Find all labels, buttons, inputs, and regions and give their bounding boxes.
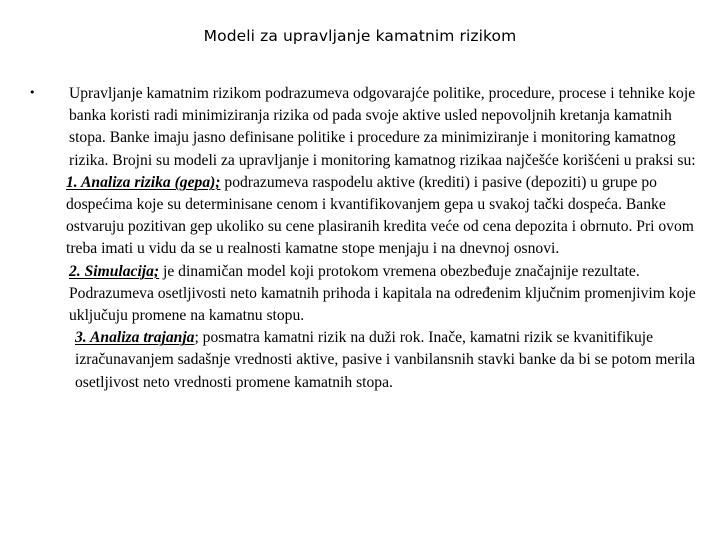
body-content [66, 83, 709, 394]
item-text-duration-analysis: ; posmatra kamatni rizik na duži rok. Inače, kamatni rizik se kvanitifikuje izračunavanjem sadašnje vrednosti aktive, pasive i vanbilansnih stavki banke da bi se potom merila osetljivost neto vrednosti promene kamatnih stopa. [75, 329, 696, 391]
item-heading-gap-analysis: 1. Analiza rizika (gepa); [66, 173, 221, 191]
item-gap-analysis [66, 172, 709, 261]
item-simulation [69, 261, 709, 328]
slide-title: Modeli za upravljanje kamatnim rizikom [203, 27, 517, 45]
item-text-simulation: je dinamičan model koji protokom vremena obezbeđuje značajnije rezultate. Podrazumeva osetljivosti neto kamatnih prihoda i kapitala na određenim ključnim promenjivim koje uključuju promene na kamatnu stopu. [69, 262, 696, 325]
item-duration-analysis [69, 327, 709, 394]
bullet-marker: • [29, 86, 36, 99]
intro-paragraph: Upravljanje kamatnim rizikom podrazumeva odgovarajće politike, procedure, procese i tehnike koje banka koristi radi minimiziranja rizika od pada svoje aktive usled nepovoljnih kretanja kamatnih stopa. Banke imaju jasno definisane politike i procedure za minimiziranje i monitoring kamatnog rizika. Brojni su modeli za upravljanje i monitoring kamatnog rizikaa najčešće korišćeni u praksi su: [69, 85, 696, 169]
item-text-gap-analysis: podrazumeva raspodelu aktive (krediti) i pasive (depoziti) u grupe po dospećima koje su determinisane cenom i kvantifikovanjem gepa u svakoj tački dospeća. Banke ostvaruju pozitivan gep ukoliko su cene plasiranih kredita veće od cena depozita i obrnuto. Pri ovom treba imati u vidu da se u realnosti kamatne stope menjaju i na dnevnoj osnovi. [66, 173, 694, 258]
item-heading-duration-analysis: 3. Analiza trajanja [75, 329, 195, 347]
item-heading-simulation: 2. Simulacija; [69, 262, 160, 280]
